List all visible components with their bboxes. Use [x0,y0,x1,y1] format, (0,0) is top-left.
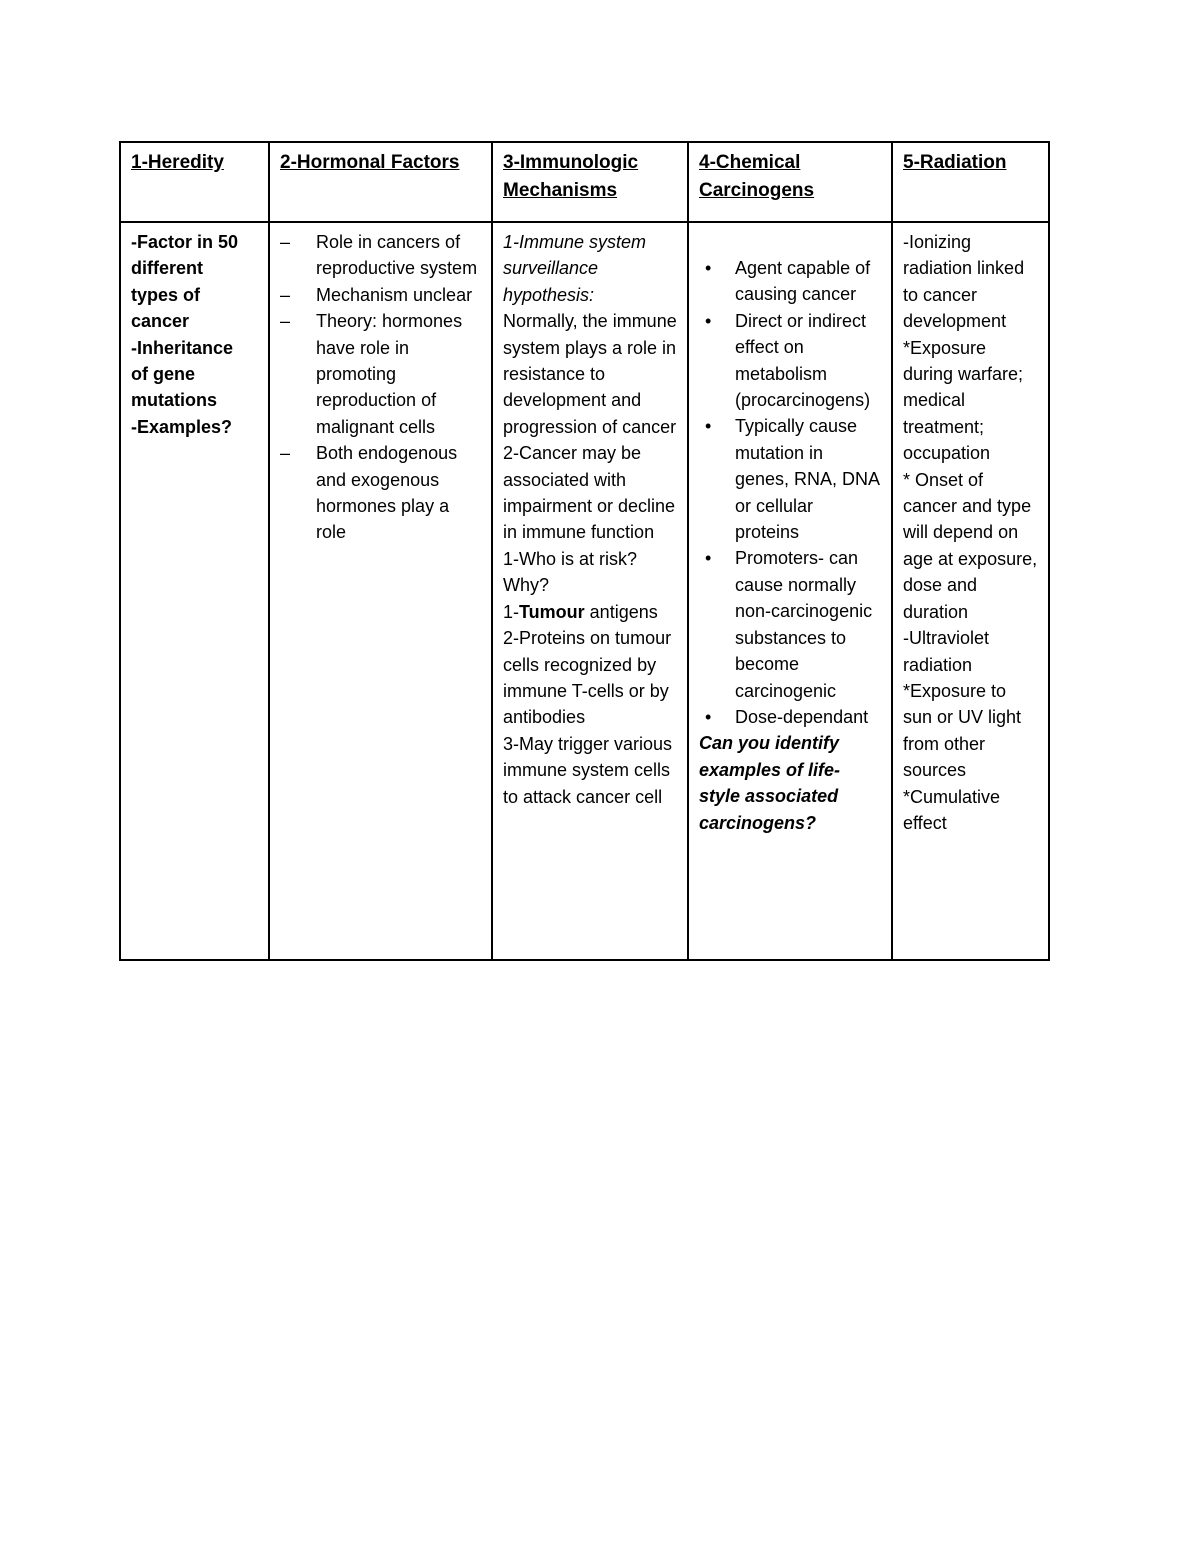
list-item-text: Agent capable of causing cancer [735,258,871,305]
bullet-marker: • [705,548,712,569]
heredity-cell [120,222,269,960]
antigens-prefix: 1- [503,601,520,622]
heredity-line: -Inheritance [131,337,234,358]
content-row [120,222,1049,960]
heredity-line: mutations [131,390,218,411]
proteins-text: 2-Proteins on tumour cells recognized by immune T-cells or by antibodies [503,628,672,728]
header-cell-hormonal [269,142,492,222]
heredity-line: different [131,258,203,279]
radiation-line: * Onset of cancer and type will depend on age at exposure, dose and duration [903,469,1038,622]
heredity-line: cancer [131,311,190,332]
list-item-text: Role in cancers of reproductive system [316,232,478,279]
heredity-line: -Factor in 50 [131,232,239,252]
list-item [699,308,881,414]
hypothesis-text: Normally, the immune system plays a role in resistance to development and progression of cancer [503,311,677,437]
antigens-suffix: antigens [584,601,658,622]
radiation-line: *Exposure to sun or UV light from other sources [903,680,1022,781]
list-item [280,308,481,440]
list-item [699,413,881,545]
heredity-line: -Examples? [131,416,233,437]
hormonal-list [280,229,481,546]
carcinogen-question: Can you identify examples of life-style associated carcinogens? [699,733,841,833]
radiation-line: *Cumulative effect [903,786,1001,833]
list-item [699,255,881,308]
list-item-text: Mechanism unclear [316,284,473,305]
radiation-line: -Ionizing radiation linked to cancer development [903,232,1025,332]
header-cell-immunologic [492,142,688,222]
header-hormonal: 2-Hormonal Factors [280,152,460,173]
bullet-marker: • [705,706,712,727]
cancer-factors-table [119,141,1050,961]
immunologic-cell [492,222,688,960]
hormonal-cell [269,222,492,960]
heredity-line: types of [131,284,201,305]
dash-marker: – [280,311,291,332]
header-cell-heredity [120,142,269,222]
list-item [280,229,481,282]
bullet-marker: • [705,258,712,278]
trigger-text: 3-May trigger various immune system cells to attack cancer cell [503,733,673,807]
list-item-text: Dose-dependant [735,706,869,727]
list-item [699,545,881,703]
immune-decline-text: 2-Cancer may be associated with impairment or decline in immune function [503,443,676,543]
list-item-text: Both endogenous and exogenous hormones play a role [316,443,458,543]
header-cell-chemical [688,142,892,222]
bullet-marker: • [705,310,712,331]
blank-line [699,229,881,255]
risk-question: 1-Who is at risk? Why? [503,548,638,596]
header-cell-radiation [892,142,1049,222]
tumour-antigens-line [503,599,677,625]
antigens-bold: Tumour [519,601,585,622]
header-radiation: 5-Radiation [903,152,1007,173]
header-heredity: 1-Heredity [131,152,224,173]
dash-marker: – [280,284,291,305]
bullet-marker: • [705,416,712,437]
radiation-cell [892,222,1049,960]
list-item [280,282,481,308]
heredity-line: of gene [131,364,196,385]
dash-marker: – [280,232,291,252]
list-item-text: Theory: hormones have role in promoting reproduction of malignant cells [316,311,463,437]
radiation-line: -Ultraviolet radiation [903,628,990,675]
chemical-cell [688,222,892,960]
list-item-text: Promoters- can cause normally non-carcinogenic substances to become carcinogenic [735,548,873,701]
header-chemical: 4-Chemical Carcinogens [699,152,815,201]
list-item-text: Direct or indirect effect on metabolism (procarcinogens) [735,310,871,411]
chemical-list [699,255,881,730]
radiation-line: *Exposure during warfare; medical treatment; occupation [903,337,1024,464]
header-immunologic: 3-Immunologic Mechanisms [503,152,639,201]
list-item [280,440,481,546]
list-item-text: Typically cause mutation in genes, RNA, DNA or cellular proteins [735,416,880,543]
hypothesis-title: 1-Immune system surveillance hypothesis: [503,232,647,305]
list-item [699,704,881,730]
header-row [120,142,1049,222]
dash-marker: – [280,443,291,464]
